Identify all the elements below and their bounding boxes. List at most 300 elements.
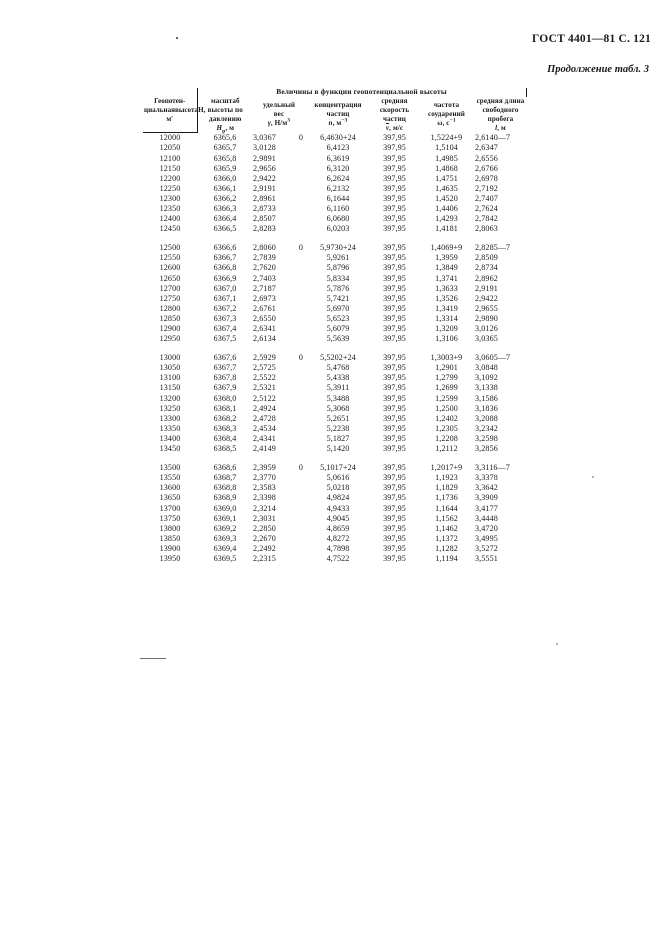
table-row — [143, 394, 526, 404]
cell-particle-concentration: 5,5202+24 — [320, 353, 356, 363]
specific-weight-mantissa: 2,4149 — [253, 444, 276, 454]
specific-weight-mantissa: 2,8283 — [253, 224, 276, 234]
table-row — [143, 353, 526, 363]
cell-collision-frequency: 1,4181 — [435, 224, 458, 234]
table-tail-spacer — [143, 564, 526, 626]
cell-mean-free-path: 2,9655 — [475, 303, 498, 313]
cell-specific-weight — [253, 544, 305, 554]
cell-pressure-scale-height: 6366,2 — [213, 193, 237, 203]
cell-mean-free-path: 2,9191 — [475, 283, 498, 293]
table-row — [143, 184, 526, 194]
specific-weight-mantissa: 2,2670 — [253, 533, 276, 543]
table-row — [143, 194, 526, 204]
cell-specific-weight — [253, 404, 305, 414]
cell-particle-concentration: 5,8334 — [326, 273, 350, 283]
cell-mean-free-path: 3,2342 — [475, 423, 498, 433]
cell-pressure-scale-height: 6368,4 — [213, 433, 237, 443]
cell-specific-weight — [253, 353, 305, 363]
cell-particle-concentration: 4,9433 — [326, 503, 350, 513]
specific-weight-mantissa: 2,5725 — [253, 363, 276, 373]
cell-mean-particle-speed: 397,95 — [383, 503, 406, 513]
cell-specific-weight — [253, 383, 305, 393]
specific-weight-exponent: 0 — [298, 133, 303, 143]
specific-weight-mantissa: 2,3214 — [253, 503, 276, 513]
table-row — [143, 154, 526, 164]
cell-mean-free-path: 2,8063 — [475, 224, 498, 234]
cell-specific-weight — [253, 524, 305, 534]
specific-weight-mantissa: 2,2315 — [253, 553, 276, 563]
table-row — [143, 534, 526, 544]
cell-particle-concentration: 4,8659 — [326, 523, 350, 533]
cell-mean-free-path: 3,4995 — [475, 533, 498, 543]
cell-collision-frequency: 1,2699 — [435, 383, 458, 393]
cell-mean-free-path: 2,7192 — [475, 183, 498, 193]
table-row — [143, 204, 526, 214]
cell-particle-concentration: 5,8796 — [326, 263, 350, 273]
cell-particle-concentration: 5,2238 — [326, 423, 350, 433]
spacer-cell — [305, 234, 371, 243]
cell-geopotential-height: 12300 — [159, 193, 181, 203]
cell-mean-free-path: 2,7842 — [475, 214, 498, 224]
spacer-cell — [418, 564, 475, 626]
spacer-cell — [253, 454, 305, 463]
column-header-l: средняя длина свободного пробега l, м — [476, 96, 525, 132]
spacer-cell — [253, 234, 305, 243]
cell-geopotential-height: 12150 — [159, 163, 181, 173]
cell-mean-free-path: 2,6347 — [475, 143, 498, 153]
table-block-gap — [143, 344, 526, 353]
table-row — [143, 434, 526, 444]
cell-particle-concentration: 5,6970 — [326, 303, 350, 313]
cell-specific-weight — [253, 184, 305, 194]
cell-mean-free-path: 2,7407 — [475, 193, 498, 203]
cell-pressure-scale-height: 6366,7 — [213, 253, 237, 263]
cell-mean-particle-speed: 397,95 — [383, 203, 406, 213]
spacer-cell — [475, 234, 526, 243]
specific-weight-mantissa: 2,8733 — [253, 203, 276, 213]
cell-pressure-scale-height: 6367,4 — [213, 324, 237, 334]
cell-pressure-scale-height: 6367,7 — [213, 363, 237, 373]
cell-collision-frequency: 1,4520 — [435, 193, 458, 203]
table-row — [143, 363, 526, 373]
cell-mean-free-path: 2,8734 — [475, 263, 498, 273]
cell-pressure-scale-height: 6369,5 — [213, 553, 237, 563]
cell-mean-free-path: 2,8285—7 — [475, 243, 511, 253]
cell-geopotential-height: 12250 — [159, 183, 181, 193]
cell-collision-frequency: 1,3849 — [435, 263, 458, 273]
table-row — [143, 214, 526, 224]
cell-mean-particle-speed: 397,95 — [383, 383, 406, 393]
spacer-cell — [475, 344, 526, 353]
cell-mean-free-path: 3,3378 — [475, 473, 498, 483]
cell-mean-particle-speed: 397,95 — [383, 153, 406, 163]
specific-weight-mantissa: 2,3031 — [253, 513, 276, 523]
specific-weight-mantissa: 2,8060 — [253, 243, 276, 253]
specific-weight-mantissa: 2,7187 — [253, 283, 276, 293]
cell-particle-concentration: 4,9824 — [326, 493, 350, 503]
table-row — [143, 284, 526, 294]
cell-pressure-scale-height: 6366,6 — [213, 243, 237, 253]
cell-specific-weight — [253, 444, 305, 454]
cell-mean-particle-speed: 397,95 — [383, 263, 406, 273]
cell-particle-concentration: 6,2624 — [326, 173, 350, 183]
cell-collision-frequency: 1,3526 — [435, 293, 458, 303]
cell-collision-frequency: 1,1462 — [435, 523, 458, 533]
cell-pressure-scale-height: 6369,4 — [213, 543, 237, 553]
cell-geopotential-height: 12550 — [159, 253, 181, 263]
cell-specific-weight — [253, 224, 305, 234]
cell-collision-frequency: 1,2799 — [435, 373, 458, 383]
cell-geopotential-height: 12700 — [159, 283, 181, 293]
cell-collision-frequency: 1,4406 — [435, 203, 458, 213]
cell-particle-concentration: 5,6523 — [326, 313, 350, 323]
span-header-label: Величины в функции геопотенциальной высоты — [197, 88, 526, 97]
cell-collision-frequency: 1,2599 — [435, 393, 458, 403]
spacer-cell — [197, 344, 253, 353]
cell-geopotential-height: 13850 — [159, 533, 181, 543]
table-row — [143, 324, 526, 334]
cell-mean-free-path: 2,6766 — [475, 163, 498, 173]
specific-weight-mantissa: 2,6134 — [253, 334, 276, 344]
cell-pressure-scale-height: 6366,8 — [213, 263, 237, 273]
cell-mean-particle-speed: 397,95 — [383, 193, 406, 203]
cell-mean-particle-speed: 397,95 — [383, 324, 406, 334]
cell-pressure-scale-height: 6366,4 — [213, 214, 237, 224]
spacer-cell — [475, 564, 526, 626]
cell-particle-concentration: 5,4768 — [326, 363, 350, 373]
table-row — [143, 164, 526, 174]
cell-specific-weight — [253, 263, 305, 273]
specific-weight-mantissa: 2,3770 — [253, 473, 276, 483]
cell-geopotential-height: 13450 — [159, 444, 181, 454]
cell-specific-weight — [253, 373, 305, 383]
cell-specific-weight — [253, 174, 305, 184]
cell-mean-free-path: 3,2856 — [475, 444, 498, 454]
cell-mean-free-path: 3,3642 — [475, 483, 498, 493]
cell-geopotential-height: 12200 — [159, 173, 181, 183]
cell-specific-weight — [253, 284, 305, 294]
spacer-cell — [371, 234, 418, 243]
table-row — [143, 143, 526, 153]
cell-collision-frequency: 1,5224+9 — [430, 133, 463, 143]
cell-mean-free-path: 3,0365 — [475, 334, 498, 344]
table-row — [143, 274, 526, 284]
cell-specific-weight — [253, 514, 305, 524]
cell-specific-weight — [253, 304, 305, 314]
spacer-cell — [305, 344, 371, 353]
cell-geopotential-height: 13750 — [159, 513, 181, 523]
cell-specific-weight — [253, 394, 305, 404]
cell-mean-free-path: 3,4448 — [475, 513, 498, 523]
cell-pressure-scale-height: 6367,8 — [213, 373, 237, 383]
cell-pressure-scale-height: 6369,0 — [213, 503, 237, 513]
cell-specific-weight — [253, 483, 305, 493]
cell-particle-concentration: 5,3068 — [326, 403, 350, 413]
cell-mean-free-path: 3,5551 — [475, 553, 498, 563]
table-body — [143, 133, 526, 626]
cell-particle-concentration: 6,1644 — [326, 193, 350, 203]
cell-particle-concentration: 4,8272 — [326, 533, 350, 543]
cell-mean-particle-speed: 397,95 — [383, 533, 406, 543]
cell-mean-free-path: 2,6556 — [475, 153, 498, 163]
table-row — [143, 424, 526, 434]
table-row — [143, 493, 526, 503]
cell-collision-frequency: 1,3209 — [435, 324, 458, 334]
cell-mean-particle-speed: 397,95 — [383, 433, 406, 443]
cell-specific-weight — [253, 504, 305, 514]
spacer-cell — [143, 454, 197, 463]
cell-mean-particle-speed: 397,95 — [383, 224, 406, 234]
cell-collision-frequency: 1,1923 — [435, 473, 458, 483]
specific-weight-mantissa: 2,7839 — [253, 253, 276, 263]
cell-particle-concentration: 6,4630+24 — [320, 133, 356, 143]
specific-weight-mantissa: 3,0128 — [253, 143, 276, 153]
cell-pressure-scale-height: 6368,6 — [213, 463, 237, 473]
cell-specific-weight — [253, 294, 305, 304]
column-header-H-line: циальная — [144, 105, 175, 114]
table-column-header-row — [143, 97, 526, 133]
table-row — [143, 444, 526, 454]
cell-particle-concentration: 5,5639 — [326, 334, 350, 344]
cell-specific-weight — [253, 363, 305, 373]
cell-pressure-scale-height: 6369,2 — [213, 523, 237, 533]
cell-collision-frequency: 1,2901 — [435, 363, 458, 373]
table-span-header-row — [143, 88, 526, 97]
cell-geopotential-height: 13300 — [159, 413, 181, 423]
cell-pressure-scale-height: 6366,1 — [213, 183, 237, 193]
specific-weight-mantissa: 2,8961 — [253, 193, 276, 203]
cell-mean-particle-speed: 397,95 — [383, 173, 406, 183]
specific-weight-mantissa: 2,5321 — [253, 383, 276, 393]
cell-pressure-scale-height: 6366,0 — [213, 173, 237, 183]
spacer-cell — [418, 234, 475, 243]
cell-collision-frequency: 1,4751 — [435, 173, 458, 183]
scan-speck — [556, 643, 558, 645]
cell-geopotential-height: 12800 — [159, 303, 181, 313]
cell-geopotential-height: 12350 — [159, 203, 181, 213]
cell-collision-frequency: 1,4293 — [435, 214, 458, 224]
table-row — [143, 524, 526, 534]
spacer-cell — [143, 564, 197, 626]
cell-pressure-scale-height: 6367,1 — [213, 293, 237, 303]
cell-geopotential-height: 13800 — [159, 523, 181, 533]
cell-collision-frequency: 1,4635 — [435, 183, 458, 193]
table-row — [143, 304, 526, 314]
cell-geopotential-height: 12600 — [159, 263, 181, 273]
cell-mean-particle-speed: 397,95 — [383, 293, 406, 303]
cell-particle-concentration: 5,2651 — [326, 413, 350, 423]
spacer-cell — [371, 344, 418, 353]
cell-geopotential-height: 13950 — [159, 553, 181, 563]
cell-pressure-scale-height: 6369,1 — [213, 513, 237, 523]
spacer-cell — [143, 344, 197, 353]
specific-weight-mantissa: 2,4924 — [253, 403, 276, 413]
column-header-n: концентрация частиц n, $м^{-3}$ — [314, 101, 362, 128]
cell-specific-weight — [253, 554, 305, 564]
cell-collision-frequency: 1,3741 — [435, 273, 458, 283]
table-row — [143, 253, 526, 263]
cell-pressure-scale-height: 6365,8 — [213, 153, 237, 163]
specific-weight-mantissa: 2,5522 — [253, 373, 276, 383]
cell-collision-frequency: 1,1736 — [435, 493, 458, 503]
table-continuation-caption: Продолжение табл. 3 — [547, 64, 649, 75]
specific-weight-exponent: 0 — [298, 243, 303, 253]
cell-particle-concentration: 5,1017+24 — [320, 463, 356, 473]
cell-geopotential-height: 13100 — [159, 373, 181, 383]
cell-specific-weight — [253, 143, 305, 153]
cell-collision-frequency: 1,1644 — [435, 503, 458, 513]
cell-geopotential-height: 12100 — [159, 153, 181, 163]
specific-weight-mantissa: 2,3398 — [253, 493, 276, 503]
cell-collision-frequency: 1,3003+9 — [430, 353, 463, 363]
cell-mean-particle-speed: 397,95 — [383, 463, 406, 473]
specific-weight-mantissa: 2,4534 — [253, 423, 276, 433]
cell-mean-particle-speed: 397,95 — [383, 243, 406, 253]
table-row — [143, 224, 526, 234]
cell-geopotential-height: 12650 — [159, 273, 181, 283]
cell-mean-free-path: 2,6978 — [475, 173, 498, 183]
cell-pressure-scale-height: 6368,9 — [213, 493, 237, 503]
cell-specific-weight — [253, 133, 305, 144]
specific-weight-exponent: 0 — [298, 353, 303, 363]
cell-specific-weight — [253, 253, 305, 263]
cell-mean-free-path: 2,8962 — [475, 273, 498, 283]
cell-geopotential-height: 13150 — [159, 383, 181, 393]
spacer-cell — [418, 454, 475, 463]
table-row — [143, 414, 526, 424]
table-row — [143, 544, 526, 554]
cell-mean-particle-speed: 397,95 — [383, 413, 406, 423]
cell-specific-weight — [253, 414, 305, 424]
cell-mean-free-path: 3,0605—7 — [475, 353, 511, 363]
cell-particle-concentration: 5,3911 — [326, 383, 350, 393]
cell-pressure-scale-height: 6366,3 — [213, 203, 237, 213]
cell-mean-free-path: 3,4177 — [475, 503, 498, 513]
cell-pressure-scale-height: 6367,5 — [213, 334, 237, 344]
cell-mean-particle-speed: 397,95 — [383, 303, 406, 313]
cell-mean-free-path: 3,4720 — [475, 523, 498, 533]
cell-geopotential-height: 13650 — [159, 493, 181, 503]
cell-geopotential-height: 13350 — [159, 423, 181, 433]
cell-mean-particle-speed: 397,95 — [383, 253, 406, 263]
table-row — [143, 463, 526, 473]
cell-mean-particle-speed: 397,95 — [383, 363, 406, 373]
cell-pressure-scale-height: 6368,3 — [213, 423, 237, 433]
table-row — [143, 504, 526, 514]
cell-mean-particle-speed: 397,95 — [383, 553, 406, 563]
cell-collision-frequency: 1,3314 — [435, 313, 458, 323]
cell-mean-particle-speed: 397,95 — [383, 273, 406, 283]
cell-particle-concentration: 5,6079 — [326, 324, 350, 334]
specific-weight-mantissa: 2,9422 — [253, 173, 276, 183]
table-row — [143, 473, 526, 483]
scan-speck — [592, 476, 594, 478]
cell-particle-concentration: 5,1827 — [326, 433, 350, 443]
cell-geopotential-height: 13600 — [159, 483, 181, 493]
cell-collision-frequency: 1,2402 — [435, 413, 458, 423]
specific-weight-mantissa: 2,3959 — [253, 463, 276, 473]
scan-speck — [176, 37, 178, 39]
table-row — [143, 404, 526, 414]
cell-pressure-scale-height: 6365,7 — [213, 143, 237, 153]
table-row — [143, 483, 526, 493]
specific-weight-mantissa: 2,5929 — [253, 353, 276, 363]
table-row — [143, 243, 526, 253]
table-row — [143, 314, 526, 324]
cell-mean-particle-speed: 397,95 — [383, 513, 406, 523]
cell-mean-particle-speed: 397,95 — [383, 423, 406, 433]
cell-pressure-scale-height: 6367,9 — [213, 383, 237, 393]
spacer-cell — [197, 454, 253, 463]
cell-particle-concentration: 5,4338 — [326, 373, 350, 383]
cell-mean-particle-speed: 397,95 — [383, 143, 406, 153]
table-row — [143, 334, 526, 344]
cell-pressure-scale-height: 6368,1 — [213, 403, 237, 413]
cell-collision-frequency: 1,2017+9 — [430, 463, 463, 473]
cell-geopotential-height: 13550 — [159, 473, 181, 483]
table-row — [143, 263, 526, 273]
cell-geopotential-height: 13200 — [159, 393, 181, 403]
cell-collision-frequency: 1,2500 — [435, 403, 458, 413]
cell-mean-free-path: 2,9890 — [475, 313, 498, 323]
cell-particle-concentration: 4,9045 — [326, 513, 350, 523]
cell-geopotential-height: 12400 — [159, 214, 181, 224]
cell-mean-particle-speed: 397,95 — [383, 163, 406, 173]
cell-geopotential-height: 12850 — [159, 313, 181, 323]
cell-pressure-scale-height: 6365,9 — [213, 163, 237, 173]
cell-specific-weight — [253, 463, 305, 473]
cell-specific-weight — [253, 473, 305, 483]
cell-geopotential-height: 13500 — [159, 463, 181, 473]
cell-geopotential-height: 13000 — [159, 353, 181, 363]
cell-mean-particle-speed: 397,95 — [383, 393, 406, 403]
cell-collision-frequency: 1,3633 — [435, 283, 458, 293]
cell-collision-frequency: 1,2305 — [435, 423, 458, 433]
specific-weight-mantissa: 2,3583 — [253, 483, 276, 493]
cell-particle-concentration: 5,9261 — [326, 253, 350, 263]
cell-pressure-scale-height: 6366,9 — [213, 273, 237, 283]
spacer-cell — [253, 564, 305, 626]
cell-particle-concentration: 6,0203 — [326, 224, 350, 234]
specific-weight-exponent: 0 — [298, 463, 303, 473]
cell-specific-weight — [253, 424, 305, 434]
cell-mean-particle-speed: 397,95 — [383, 523, 406, 533]
cell-mean-particle-speed: 397,95 — [383, 444, 406, 454]
table-row — [143, 294, 526, 304]
spacer-cell — [143, 234, 197, 243]
cell-geopotential-height: 13400 — [159, 433, 181, 443]
cell-collision-frequency: 1,1282 — [435, 543, 458, 553]
cell-specific-weight — [253, 214, 305, 224]
cell-pressure-scale-height: 6368,0 — [213, 393, 237, 403]
cell-particle-concentration: 5,0218 — [326, 483, 350, 493]
cell-specific-weight — [253, 204, 305, 214]
cell-collision-frequency: 1,2112 — [435, 444, 458, 454]
column-header-v: средняя скорость частиц v, м/с — [379, 96, 410, 132]
cell-pressure-scale-height: 6368,7 — [213, 473, 237, 483]
specific-weight-mantissa: 2,2492 — [253, 543, 276, 553]
table-row — [143, 514, 526, 524]
cell-specific-weight — [253, 434, 305, 444]
atmosphere-parameters-table — [143, 88, 527, 626]
cell-mean-free-path: 3,1092 — [475, 373, 498, 383]
cell-collision-frequency: 1,1372 — [435, 533, 458, 543]
spacer-cell — [305, 564, 371, 626]
cell-pressure-scale-height: 6368,2 — [213, 413, 237, 423]
cell-specific-weight — [253, 274, 305, 284]
specific-weight-mantissa: 2,9656 — [253, 163, 276, 173]
specific-weight-mantissa: 3,0367 — [253, 133, 276, 143]
